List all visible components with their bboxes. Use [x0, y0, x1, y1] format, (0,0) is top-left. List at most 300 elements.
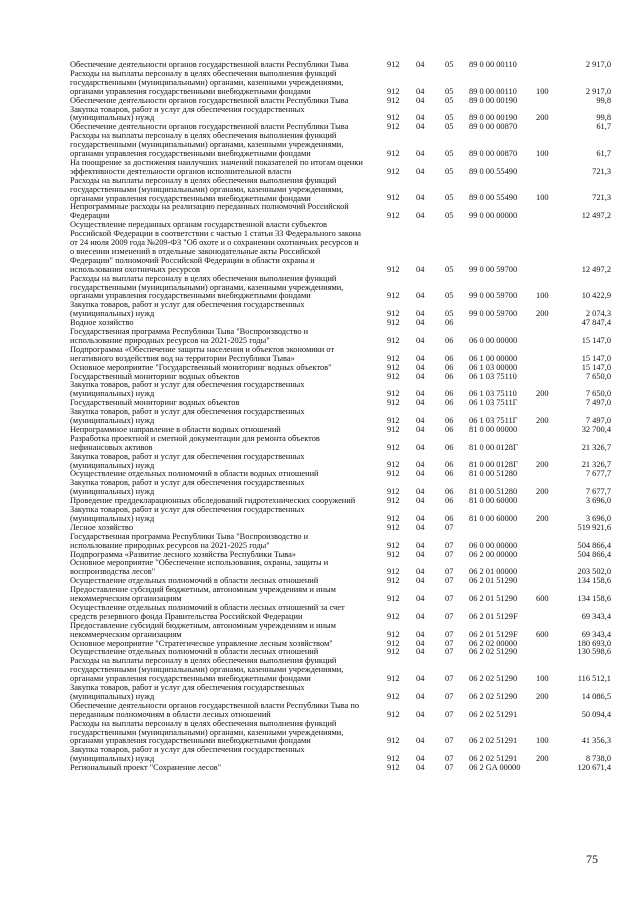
amount-value: 3 696,0 — [585, 496, 611, 506]
target-article-code: 06 2 GA 00000 — [469, 763, 521, 773]
amount-value: 721,3 — [592, 166, 611, 176]
row-description: Основное мероприятие "Обеспечение использования, охраны, защиты и воспроизводства лесов" — [70, 558, 329, 577]
ministry-code: 912 — [387, 398, 400, 408]
ministry-code: 912 — [387, 318, 400, 328]
section-code: 04 — [416, 513, 425, 523]
section-code: 04 — [416, 460, 425, 470]
table-row — [0, 453, 639, 471]
amount-value: 99,8 — [596, 95, 611, 105]
ministry-code: 912 — [387, 353, 400, 363]
section-code: 04 — [416, 264, 425, 274]
section-code: 04 — [416, 638, 425, 648]
section-code: 04 — [416, 415, 425, 425]
row-description: Подпрограмма «Развитие лесного хозяйства Республики Тыва» — [70, 549, 296, 559]
ministry-code: 912 — [387, 415, 400, 425]
subsection-code: 05 — [445, 148, 454, 158]
target-article-code: 06 2 01 5129F — [469, 629, 518, 639]
amount-value: 116 512,1 — [577, 674, 611, 684]
ministry-code: 912 — [387, 513, 400, 523]
subsection-code: 05 — [445, 264, 454, 274]
amount-value: 2 917,0 — [585, 86, 611, 96]
row-description: Основное мероприятие "Государственный мониторинг водных объектов" — [70, 362, 332, 372]
row-description: Расходы на выплаты персоналу в целях обеспечения выполнения функций государственными (муниципальными) органами, казенными учреждениями, органами управления государственными внебюджетными фондами — [70, 273, 344, 301]
amount-value: 203 502,0 — [577, 567, 611, 577]
target-article-code: 89 0 00 55490 — [469, 166, 518, 176]
section-code: 04 — [416, 763, 425, 773]
target-article-code: 81 0 00 51280 — [469, 469, 518, 479]
subsection-code: 07 — [445, 647, 454, 657]
table-row — [0, 275, 639, 302]
row-description: Осуществление переданных органам государственной власти субъектов Российской Федерации в соответствии с частью 1 статьи 33 Федерального закона от 24 июля 2009 года №209-ФЗ "Об охоте и о сохранении охотничьих ресурсов и о внесении изменений в отдельные законодательные акты Российской Федерации" полномочий Российской Федерации в области охраны и использования охотничьих ресурсов — [70, 220, 361, 274]
section-code: 04 — [416, 674, 425, 684]
expense-type-code: 200 — [536, 460, 549, 470]
target-article-code: 81 0 00 0128Г — [469, 442, 518, 452]
section-code: 04 — [416, 522, 425, 532]
row-description: Закупка товаров, работ и услуг для обеспечения государственных (муниципальных) нужд — [70, 478, 305, 497]
ministry-code: 912 — [387, 576, 400, 586]
table-row — [0, 684, 639, 702]
section-code: 04 — [416, 691, 425, 701]
target-article-code: 06 1 03 75110 — [469, 389, 517, 399]
amount-value: 130 598,6 — [577, 647, 611, 657]
target-article-code: 89 0 00 00870 — [469, 148, 518, 158]
amount-value: 7 650,0 — [585, 371, 611, 381]
row-description: Закупка товаров, работ и услуг для обеспечения государственных (муниципальных) нужд — [70, 745, 305, 764]
amount-value: 61,7 — [596, 148, 611, 158]
target-article-code: 06 2 02 51290 — [469, 647, 518, 657]
target-article-code: 06 1 03 00000 — [469, 362, 518, 372]
subsection-code: 06 — [445, 496, 454, 506]
row-description: Государственный мониторинг водных объектов — [70, 371, 240, 381]
expense-type-code: 600 — [536, 593, 549, 603]
target-article-code: 06 1 03 75110 — [469, 371, 517, 381]
subsection-code: 07 — [445, 549, 454, 559]
expense-type-code: 200 — [536, 309, 549, 319]
table-row — [0, 746, 639, 764]
amount-value: 120 671,4 — [577, 763, 611, 773]
section-code: 04 — [416, 353, 425, 363]
table-row — [0, 159, 639, 177]
subsection-code: 05 — [445, 193, 454, 203]
amount-value: 8 738,0 — [585, 754, 611, 764]
target-article-code: 06 2 02 51291 — [469, 709, 518, 719]
section-code: 04 — [416, 442, 425, 452]
amount-value: 99,8 — [596, 113, 611, 123]
amount-value: 3 696,0 — [585, 513, 611, 523]
amount-value: 7 677,7 — [585, 469, 611, 479]
ministry-code: 912 — [387, 60, 400, 69]
ministry-code: 912 — [387, 95, 400, 105]
subsection-code: 07 — [445, 763, 454, 773]
table-row — [0, 506, 639, 524]
amount-value: 180 693,0 — [577, 638, 611, 648]
subsection-code: 06 — [445, 513, 454, 523]
target-article-code: 06 2 02 51291 — [469, 736, 518, 746]
subsection-code: 07 — [445, 709, 454, 719]
amount-value: 41 356,3 — [581, 736, 611, 746]
row-description: Закупка товаров, работ и услуг для обеспечения государственных (муниципальных) нужд — [70, 505, 305, 523]
section-code: 04 — [416, 113, 425, 123]
ministry-code: 912 — [387, 736, 400, 746]
section-code: 04 — [416, 754, 425, 764]
table-row — [0, 604, 639, 622]
subsection-code: 05 — [445, 291, 454, 301]
section-code: 04 — [416, 496, 425, 506]
target-article-code: 06 2 02 51290 — [469, 691, 518, 701]
section-code: 04 — [416, 309, 425, 319]
section-code: 04 — [416, 647, 425, 657]
expense-type-code: 200 — [536, 389, 549, 399]
amount-value: 12 497,2 — [581, 211, 611, 221]
section-code: 04 — [416, 95, 425, 105]
table-row — [0, 70, 639, 97]
amount-value: 519 921,6 — [577, 522, 611, 532]
ministry-code: 912 — [387, 362, 400, 372]
row-description: Закупка товаров, работ и услуг для обеспечения государственных (муниципальных) нужд — [70, 104, 305, 123]
target-article-code: 89 0 00 55490 — [469, 193, 518, 203]
target-article-code: 99 0 00 59700 — [469, 309, 518, 319]
section-code: 04 — [416, 567, 425, 577]
subsection-code: 05 — [445, 166, 454, 176]
ministry-code: 912 — [387, 487, 400, 497]
amount-value: 47 847,4 — [581, 318, 611, 328]
ministry-code: 912 — [387, 647, 400, 657]
section-code: 04 — [416, 398, 425, 408]
section-code: 04 — [416, 86, 425, 96]
expense-type-code: 200 — [536, 113, 549, 123]
expense-type-code: 100 — [536, 674, 549, 684]
section-code: 04 — [416, 291, 425, 301]
amount-value: 32 700,4 — [581, 424, 611, 434]
subsection-code: 05 — [445, 86, 454, 96]
target-article-code: 89 0 00 00190 — [469, 113, 518, 123]
ministry-code: 912 — [387, 291, 400, 301]
ministry-code: 912 — [387, 611, 400, 621]
target-article-code: 06 0 00 00000 — [469, 335, 518, 345]
subsection-code: 05 — [445, 211, 454, 221]
target-article-code: 81 0 00 60000 — [469, 513, 518, 523]
amount-value: 21 326,7 — [581, 442, 611, 452]
table-row — [0, 559, 639, 577]
row-description: Осуществление отдельных полномочий в области водных отношений — [70, 469, 319, 479]
ministry-code: 912 — [387, 549, 400, 559]
amount-value: 2 917,0 — [585, 60, 611, 69]
section-code: 04 — [416, 335, 425, 345]
ministry-code: 912 — [387, 389, 400, 399]
expense-type-code: 100 — [536, 193, 549, 203]
ministry-code: 912 — [387, 567, 400, 577]
table-row — [0, 702, 639, 720]
section-code: 04 — [416, 611, 425, 621]
row-description: Расходы на выплаты персоналу в целях обеспечения выполнения функций государственными (муниципальными) органами, казенными учреждениями, органами управления государственными внебюджетными фондами — [70, 175, 344, 203]
section-code: 04 — [416, 148, 425, 158]
row-description: Расходы на выплаты персоналу в целях обеспечения выполнения функций государственными (муниципальными) органами, казенными учреждениями, органами управления государственными внебюджетными фондами — [70, 718, 344, 746]
subsection-code: 07 — [445, 638, 454, 648]
row-description: Обеспечение деятельности органов государственной власти Республики Тыва — [70, 95, 349, 105]
ministry-code: 912 — [387, 166, 400, 176]
row-description: Расходы на выплаты персоналу в целях обеспечения выполнения функций государственными (муниципальными) органами, казенными учреждениями, органами управления государственными внебюджетными фондами — [70, 131, 344, 158]
ministry-code: 912 — [387, 86, 400, 96]
section-code: 04 — [416, 540, 425, 550]
table-row — [0, 203, 639, 221]
subsection-code: 07 — [445, 540, 454, 550]
expense-type-code: 200 — [536, 415, 549, 425]
table-row — [0, 657, 639, 684]
section-code: 04 — [416, 60, 425, 69]
section-code: 04 — [416, 549, 425, 559]
subsection-code: 06 — [445, 415, 454, 425]
target-article-code: 06 2 01 5129F — [469, 611, 518, 621]
section-code: 04 — [416, 318, 425, 328]
subsection-code: 05 — [445, 95, 454, 105]
ministry-code: 912 — [387, 674, 400, 684]
amount-value: 15 147,0 — [581, 335, 611, 345]
target-article-code: 06 2 01 51290 — [469, 576, 518, 586]
row-description: Проведение преддекларационных обследований гидротехнических сооружений — [70, 496, 356, 506]
ministry-code: 912 — [387, 754, 400, 764]
ministry-code: 912 — [387, 540, 400, 550]
target-article-code: 99 0 00 00000 — [469, 211, 518, 221]
amount-value: 134 158,6 — [577, 593, 611, 603]
subsection-code: 06 — [445, 398, 454, 408]
ministry-code: 912 — [387, 335, 400, 345]
ministry-code: 912 — [387, 442, 400, 452]
ministry-code: 912 — [387, 522, 400, 532]
section-code: 04 — [416, 709, 425, 719]
ministry-code: 912 — [387, 638, 400, 648]
subsection-code: 06 — [445, 389, 454, 399]
subsection-code: 05 — [445, 309, 454, 319]
row-description: Закупка товаров, работ и услуг для обеспечения государственных (муниципальных) нужд — [70, 300, 305, 319]
table-row — [0, 346, 639, 364]
target-article-code: 06 2 01 51290 — [469, 593, 518, 603]
row-description: Обеспечение деятельности органов государственной власти Республики Тыва по переданным полномочиям в области лесных отношений — [70, 700, 360, 719]
row-description: Региональный проект "Сохранение лесов" — [70, 763, 222, 773]
expense-type-code: 200 — [536, 754, 549, 764]
subsection-code: 06 — [445, 362, 454, 372]
expense-type-code: 200 — [536, 487, 549, 497]
ministry-code: 912 — [387, 593, 400, 603]
target-article-code: 06 0 00 00000 — [469, 540, 518, 550]
amount-value: 61,7 — [596, 122, 611, 132]
row-description: Обеспечение деятельности органов государственной власти Республики Тыва — [70, 60, 349, 69]
amount-value: 504 866,4 — [577, 549, 611, 559]
row-description: Государственный мониторинг водных объектов — [70, 398, 240, 408]
amount-value: 50 094,4 — [581, 709, 611, 719]
expense-type-code: 100 — [536, 736, 549, 746]
subsection-code: 06 — [445, 371, 454, 381]
ministry-code: 912 — [387, 460, 400, 470]
table-row — [0, 132, 639, 159]
amount-value: 21 326,7 — [581, 460, 611, 470]
ministry-code: 912 — [387, 763, 400, 773]
ministry-code: 912 — [387, 629, 400, 639]
row-description: Осуществление отдельных полномочий в области лесных отношений — [70, 576, 319, 586]
amount-value: 69 343,4 — [581, 629, 611, 639]
row-description: Расходы на выплаты персоналу в целях обеспечения выполнения функций государственными (муниципальными) органами, казенными учреждениями, органами управления государственными внебюджетными фондами — [70, 68, 344, 96]
section-code: 04 — [416, 736, 425, 746]
subsection-code: 07 — [445, 754, 454, 764]
table-row — [0, 435, 639, 453]
target-article-code: 81 0 00 0128Г — [469, 460, 518, 470]
section-code: 04 — [416, 593, 425, 603]
amount-value: 69 343,4 — [581, 611, 611, 621]
table-row — [0, 533, 639, 551]
subsection-code: 07 — [445, 629, 454, 639]
row-description: Водное хозяйство — [70, 318, 134, 328]
row-description: Закупка товаров, работ и услуг для обеспечения государственных (муниципальных) нужд — [70, 451, 305, 470]
section-code: 04 — [416, 576, 425, 586]
row-description: Осуществление отдельных полномочий в области лесных отношений за счет средств резервного фонда Правительства Российской Федерации — [70, 602, 345, 621]
row-description: Непрограммные расходы на реализацию переданных полномочий Российской Федерации — [70, 202, 349, 221]
target-article-code: 06 1 00 00000 — [469, 353, 518, 363]
target-article-code: 99 0 00 59700 — [469, 264, 518, 274]
amount-value: 14 086,5 — [581, 691, 611, 701]
table-row — [0, 408, 639, 426]
ministry-code: 912 — [387, 469, 400, 479]
row-description: Государственная программа Республики Тыва "Воспроизводство и использование природных ресурсов на 2021-2025 годы" — [70, 327, 309, 345]
subsection-code: 07 — [445, 736, 454, 746]
section-code: 04 — [416, 424, 425, 434]
target-article-code: 81 0 00 00000 — [469, 424, 518, 434]
subsection-code: 06 — [445, 460, 454, 470]
subsection-code: 06 — [445, 442, 454, 452]
amount-value: 134 158,6 — [577, 576, 611, 586]
ministry-code: 912 — [387, 691, 400, 701]
subsection-code: 06 — [445, 318, 454, 328]
section-code: 04 — [416, 211, 425, 221]
subsection-code: 05 — [445, 60, 454, 69]
row-description: На поощрение за достижения наилучших значений показателей по итогам оценки эффективности деятельности органов исполнительной власти — [70, 157, 363, 176]
section-code: 04 — [416, 629, 425, 639]
target-article-code: 06 2 01 00000 — [469, 567, 518, 577]
section-code: 04 — [416, 371, 425, 381]
ministry-code: 912 — [387, 122, 400, 132]
table-row — [0, 106, 639, 124]
table-row — [0, 301, 639, 319]
row-description: Закупка товаров, работ и услуг для обеспечения государственных (муниципальных) нужд — [70, 683, 305, 701]
target-article-code: 81 0 00 60000 — [469, 496, 518, 506]
section-code: 04 — [416, 122, 425, 132]
ministry-code: 912 — [387, 193, 400, 203]
subsection-code: 07 — [445, 593, 454, 603]
amount-value: 7 497,0 — [585, 415, 611, 425]
table-row — [0, 586, 639, 604]
target-article-code: 89 0 00 00110 — [469, 86, 517, 96]
expense-type-code: 100 — [536, 291, 549, 301]
table-row — [0, 764, 639, 773]
ministry-code: 912 — [387, 211, 400, 221]
subsection-code: 06 — [445, 424, 454, 434]
section-code: 04 — [416, 193, 425, 203]
table-row — [0, 221, 639, 274]
row-description: Обеспечение деятельности органов государственной власти Республики Тыва — [70, 122, 349, 132]
expense-type-code: 200 — [536, 513, 549, 523]
target-article-code: 06 2 02 51290 — [469, 674, 518, 684]
section-code: 04 — [416, 166, 425, 176]
ministry-code: 912 — [387, 113, 400, 123]
expense-type-code: 600 — [536, 629, 549, 639]
row-description: Разработка проектной и сметной документации для ремонта объектов нефинансовых активов — [70, 433, 320, 452]
target-article-code: 06 1 03 7511Г — [469, 398, 518, 408]
target-article-code: 06 2 02 51291 — [469, 754, 518, 764]
ministry-code: 912 — [387, 496, 400, 506]
amount-value: 504 866,4 — [577, 540, 611, 550]
ministry-code: 912 — [387, 264, 400, 274]
expense-type-code: 100 — [536, 148, 549, 158]
amount-value: 7 497,0 — [585, 398, 611, 408]
target-article-code: 89 0 00 00870 — [469, 122, 518, 132]
row-description: Предоставление субсидий бюджетным, автономным учреждениям и иным некоммерческим организациям — [70, 620, 336, 639]
ministry-code: 912 — [387, 709, 400, 719]
target-article-code: 06 1 03 7511Г — [469, 415, 518, 425]
expense-type-code: 200 — [536, 691, 549, 701]
row-description: Лесное хозяйство — [70, 522, 134, 532]
amount-value: 10 422,9 — [581, 291, 611, 301]
subsection-code: 07 — [445, 674, 454, 684]
subsection-code: 07 — [445, 567, 454, 577]
subsection-code: 06 — [445, 353, 454, 363]
target-article-code: 06 2 02 00000 — [469, 638, 518, 648]
amount-value: 12 497,2 — [581, 264, 611, 274]
target-article-code: 89 0 00 00190 — [469, 95, 518, 105]
expense-type-code: 100 — [536, 86, 549, 96]
section-code: 04 — [416, 469, 425, 479]
row-description: Подпрограмма «Обеспечение защиты населения и объектов экономики от негативного воздействия вод на территории Республики Тыва» — [70, 344, 335, 363]
subsection-code: 07 — [445, 576, 454, 586]
row-description: Непрограммное направление в области водных отношений — [70, 424, 281, 434]
row-description: Предоставление субсидий бюджетным, автономным учреждениям и иным некоммерческим организациям — [70, 585, 336, 603]
target-article-code: 06 2 00 00000 — [469, 549, 518, 559]
target-article-code: 89 0 00 00110 — [469, 60, 517, 69]
amount-value: 7 677,7 — [585, 487, 611, 497]
row-description: Государственная программа Республики Тыва "Воспроизводство и использование природных ресурсов на 2021-2025 годы" — [70, 531, 309, 550]
table-row — [0, 328, 639, 346]
section-code: 04 — [416, 362, 425, 372]
table-row — [0, 720, 639, 747]
amount-value: 721,3 — [592, 193, 611, 203]
amount-value: 15 147,0 — [581, 362, 611, 372]
subsection-code: 07 — [445, 522, 454, 532]
ministry-code: 912 — [387, 309, 400, 319]
subsection-code: 06 — [445, 335, 454, 345]
table-row — [0, 381, 639, 399]
row-description: Закупка товаров, работ и услуг для обеспечения государственных (муниципальных) нужд — [70, 407, 305, 425]
subsection-code: 07 — [445, 691, 454, 701]
amount-value: 15 147,0 — [581, 353, 611, 363]
amount-value: 7 650,0 — [585, 389, 611, 399]
amount-value: 2 074,3 — [585, 309, 611, 319]
table-row — [0, 622, 639, 640]
subsection-code: 06 — [445, 469, 454, 479]
section-code: 04 — [416, 389, 425, 399]
ministry-code: 912 — [387, 371, 400, 381]
row-description: Основное мероприятие "Стратегическое управление лесным хозяйством" — [70, 638, 333, 648]
section-code: 04 — [416, 487, 425, 497]
subsection-code: 07 — [445, 611, 454, 621]
page-number: 75 — [586, 852, 598, 866]
target-article-code: 99 0 00 59700 — [469, 291, 518, 301]
ministry-code: 912 — [387, 148, 400, 158]
subsection-code: 05 — [445, 113, 454, 123]
target-article-code: 81 0 00 51280 — [469, 487, 518, 497]
row-description: Расходы на выплаты персоналу в целях обеспечения выполнения функций государственными (муниципальными) органами, казенными учреждениями, органами управления государственными внебюджетными фондами — [70, 656, 344, 684]
row-description: Осуществление отдельных полномочий в области лесных отношений — [70, 647, 319, 657]
ministry-code: 912 — [387, 424, 400, 434]
table-row — [0, 479, 639, 497]
subsection-code: 05 — [445, 122, 454, 132]
row-description: Закупка товаров, работ и услуг для обеспечения государственных (муниципальных) нужд — [70, 380, 305, 399]
